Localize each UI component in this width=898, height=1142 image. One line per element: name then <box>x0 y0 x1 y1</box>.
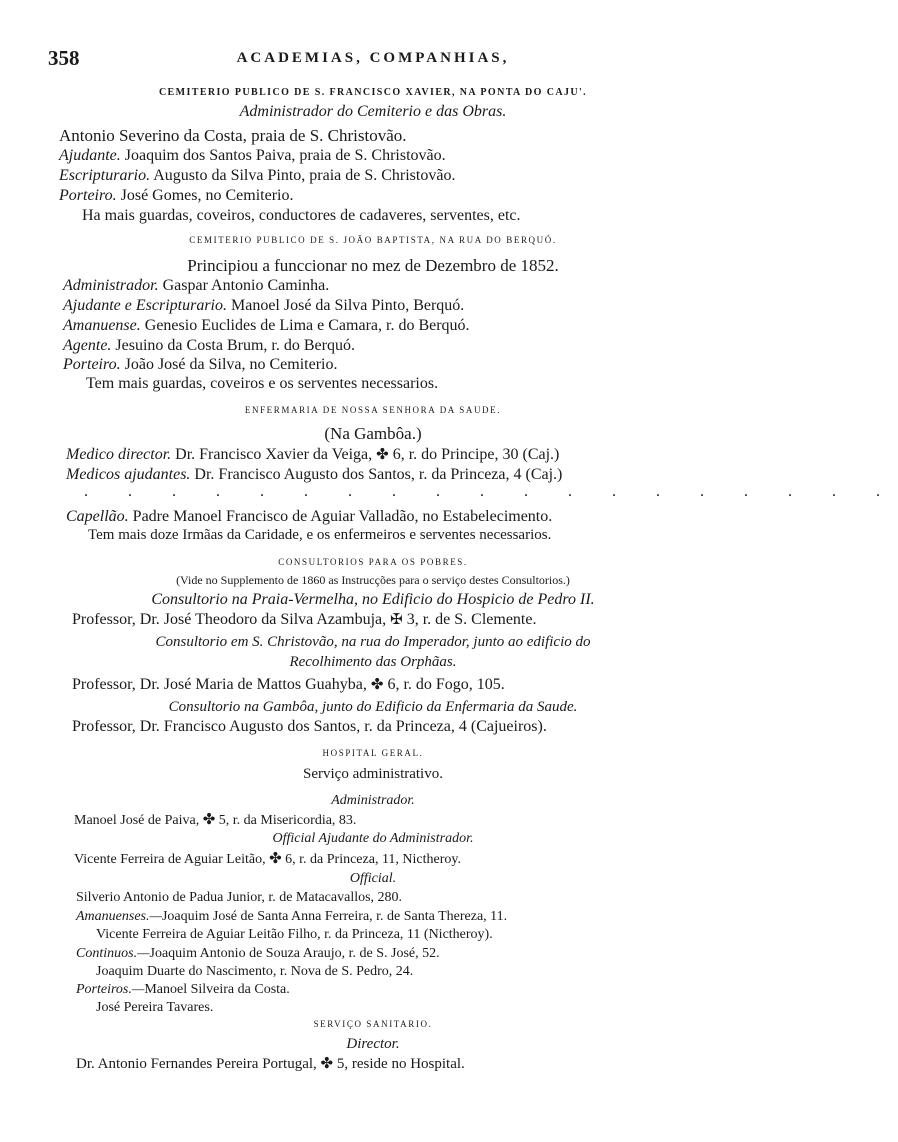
caju-ajudante: Joaquim dos Santos Paiva, praia de S. Christovão. <box>124 147 446 164</box>
berquo-ajud: Manoel José da Silva Pinto, Berquó. <box>230 297 465 314</box>
enfermaria-capellao-line <box>66 509 552 525</box>
enfermaria-ajud-label: Medicos ajudantes. <box>66 466 191 483</box>
rose-order-icon: ✤ <box>376 447 389 463</box>
hospital-oficial-title: Official. <box>349 871 397 886</box>
hospital-oficial-ajud-title: Official Ajudante do Administrador. <box>272 831 474 846</box>
enfermaria-medico-label: Medico director. <box>66 446 172 463</box>
consultorio2-line <box>72 677 505 693</box>
berquo-agente-label: Agente. <box>63 337 112 354</box>
hospital-aman1: Joaquim José de Santa Anna Ferreira, r. de Santa Thereza, 11. <box>161 909 508 924</box>
caju-ajudante-label: Ajudante. <box>59 147 121 164</box>
caju-porteiro-line <box>59 188 294 204</box>
enfermaria-medico-line <box>66 447 559 463</box>
consultorio1-title: Consultorio na Praia-Vermelha, no Edificio do Hospicio de Pedro II. <box>151 591 595 608</box>
rose-order-icon: ✤ <box>269 851 282 867</box>
caju-subheading: Administrador do Cemiterio e das Obras. <box>239 103 507 120</box>
berquo-ajud-line <box>63 298 464 314</box>
caju-admin: Antonio Severino da Costa, praia de S. Christovão. <box>59 126 407 145</box>
caju-ajudante-line <box>59 148 446 164</box>
hospital-port-line1 <box>76 983 290 997</box>
rose-order-icon: ✤ <box>320 1056 334 1072</box>
consultorio1-line <box>72 612 536 628</box>
consultorio3-title: Consultorio na Gambôa, junto do Edificio da Enfermaria da Saude. <box>168 699 578 715</box>
hospital-port-label: Porteiros.— <box>76 982 145 997</box>
enfermaria-dots: . . . . . . . . . . . . . . . . . . . <box>84 483 898 500</box>
berquo-aman: Genesio Euclides de Lima e Camara, r. do Berquó. <box>144 317 470 334</box>
berquo-admin-label: Administrador. <box>63 277 159 294</box>
hospital-oficial-ajud: Vicente Ferreira de Aguiar Leitão, <box>74 852 266 867</box>
hospital-cont1: Joaquim Antonio de Souza Araujo, r. de S. José, 52. <box>149 946 440 961</box>
enfermaria-heading: ENFERMARIA DE NOSSA SENHORA DA SAUDE. <box>244 405 502 415</box>
hospital-sub: Serviço administrativo. <box>303 766 443 782</box>
hospital-aman-line1 <box>76 910 507 924</box>
caju-porteiro: José Gomes, no Cemiterio. <box>120 187 294 204</box>
berquo-agente: Jesuino da Costa Brum, r. do Berquó. <box>115 337 355 354</box>
consultorio1-address: 3, r. de S. Clemente. <box>406 611 537 628</box>
hospital-admin: Manoel José de Paiva, <box>74 813 200 828</box>
enfermaria-medico-name: Dr. Francisco Xavier da Veiga, <box>175 446 373 463</box>
hospital-cont-line1 <box>76 947 440 961</box>
enfermaria-sub: (Na Gambôa.) <box>324 424 422 443</box>
christ-order-cross-icon: ✠ <box>390 612 403 628</box>
hospital-oficial-ajud-line <box>74 852 461 867</box>
hospital-aman-label: Amanuenses.— <box>76 909 162 924</box>
enfermaria-ajud: Dr. Francisco Augusto dos Santos, r. da Princeza, 4 (Caj.) <box>194 466 563 483</box>
enfermaria-ajud-line <box>66 467 562 483</box>
page-number: 358 <box>48 46 80 70</box>
berquo-porteiro: João José da Silva, no Cemiterio. <box>124 356 338 373</box>
hospital-cont-label: Continuos.— <box>76 946 150 961</box>
consultorios-note: (Vide no Supplemento de 1860 as Instrucções para o serviço destes Consultorios.) <box>176 573 570 587</box>
consultorio1-professor: Professor, Dr. José Theodoro da Silva Azambuja, <box>72 611 387 628</box>
consultorio3-line: Professor, Dr. Francisco Augusto dos Santos, r. da Princeza, 4 (Cajueiros). <box>72 718 547 735</box>
sanitario-director: Dr. Antonio Fernandes Pereira Portugal, <box>76 1056 317 1072</box>
consultorio2-title-2: Recolhimento das Orphãas. <box>289 654 457 670</box>
enfermaria-medico-address: 6, r. do Principe, 30 (Caj.) <box>392 446 560 463</box>
hospital-port2: José Pereira Tavares. <box>96 1000 214 1015</box>
hospital-admin-address: 5, r. da Misericordia, 83. <box>218 813 357 828</box>
berquo-aman-label: Amanuense. <box>63 317 141 334</box>
berquo-note2: Tem mais guardas, coveiros e os serventes necessarios. <box>86 375 439 392</box>
sanitario-director-title: Director. <box>346 1036 400 1052</box>
caju-escrip-line <box>59 168 455 184</box>
consultorio2-address: 6, r. do Fogo, 105. <box>387 676 505 693</box>
hospital-oficial-ajud-address: 6, r. da Princeza, 11, Nictheroy. <box>285 852 462 867</box>
hospital-admin-title: Administrador. <box>331 793 415 808</box>
caju-escrip-label: Escripturario. <box>59 167 151 184</box>
consultorio2-professor: Professor, Dr. José Maria de Mattos Guahyba, <box>72 676 367 693</box>
hospital-port1: Manoel Silveira da Costa. <box>144 982 290 997</box>
berquo-note1: Principiou a funccionar no mez de Dezembro de 1852. <box>187 256 559 275</box>
enfermaria-capellao: Padre Manoel Francisco de Aguiar Valladão, no Estabelecimento. <box>132 508 553 525</box>
berquo-ajud-label: Ajudante e Escripturario. <box>63 297 227 314</box>
rose-order-icon: ✤ <box>370 677 384 693</box>
berquo-aman-line <box>63 318 470 334</box>
caju-escrip: Augusto da Silva Pinto, praia de S. Christovão. <box>153 167 456 184</box>
rose-order-icon: ✤ <box>202 812 216 828</box>
berquo-admin: Gaspar Antonio Caminha. <box>162 277 330 294</box>
berquo-agente-line <box>63 338 355 354</box>
berquo-porteiro-line <box>63 357 337 373</box>
caju-note: Ha mais guardas, coveiros, conductores de cadaveres, serventes, etc. <box>82 207 521 224</box>
sanitario-heading: SERVIÇO SANITARIO. <box>313 1019 433 1029</box>
hospital-cont2: Joaquim Duarte do Nascimento, r. Nova de S. Pedro, 24. <box>96 964 414 979</box>
berquo-porteiro-label: Porteiro. <box>63 356 121 373</box>
caju-heading: CEMITERIO PUBLICO DE S. FRANCISCO XAVIER, NA PONTA DO CAJU'. <box>158 87 588 98</box>
berquo-admin-line <box>63 278 329 294</box>
enfermaria-note: Tem mais doze Irmãas da Caridade, e os enfermeiros e serventes necessarios. <box>88 527 552 543</box>
hospital-admin-line <box>74 813 356 828</box>
sanitario-director-line <box>76 1057 465 1072</box>
consultorio2-title-1: Consultorio em S. Christovão, na rua do Imperador, junto ao edificio do <box>155 634 591 650</box>
enfermaria-capellao-label: Capellão. <box>66 508 129 525</box>
running-title: ACADEMIAS, COMPANHIAS, <box>236 50 510 66</box>
hospital-oficial: Silverio Antonio de Padua Junior, r. de Matacavallos, 280. <box>76 890 403 905</box>
hospital-heading: HOSPITAL GERAL. <box>322 748 424 758</box>
berquo-heading: CEMITERIO PUBLICO DE S. JOÃO BAPTISTA, NA RUA DO BERQUÓ. <box>189 235 557 245</box>
consultorios-heading: CONSULTORIOS PARA OS POBRES. <box>278 557 468 567</box>
caju-porteiro-label: Porteiro. <box>59 187 117 204</box>
hospital-aman2: Vicente Ferreira de Aguiar Leitão Filho, r. da Princeza, 11 (Nictheroy). <box>96 927 493 942</box>
sanitario-director-address: 5, reside no Hospital. <box>336 1056 465 1072</box>
